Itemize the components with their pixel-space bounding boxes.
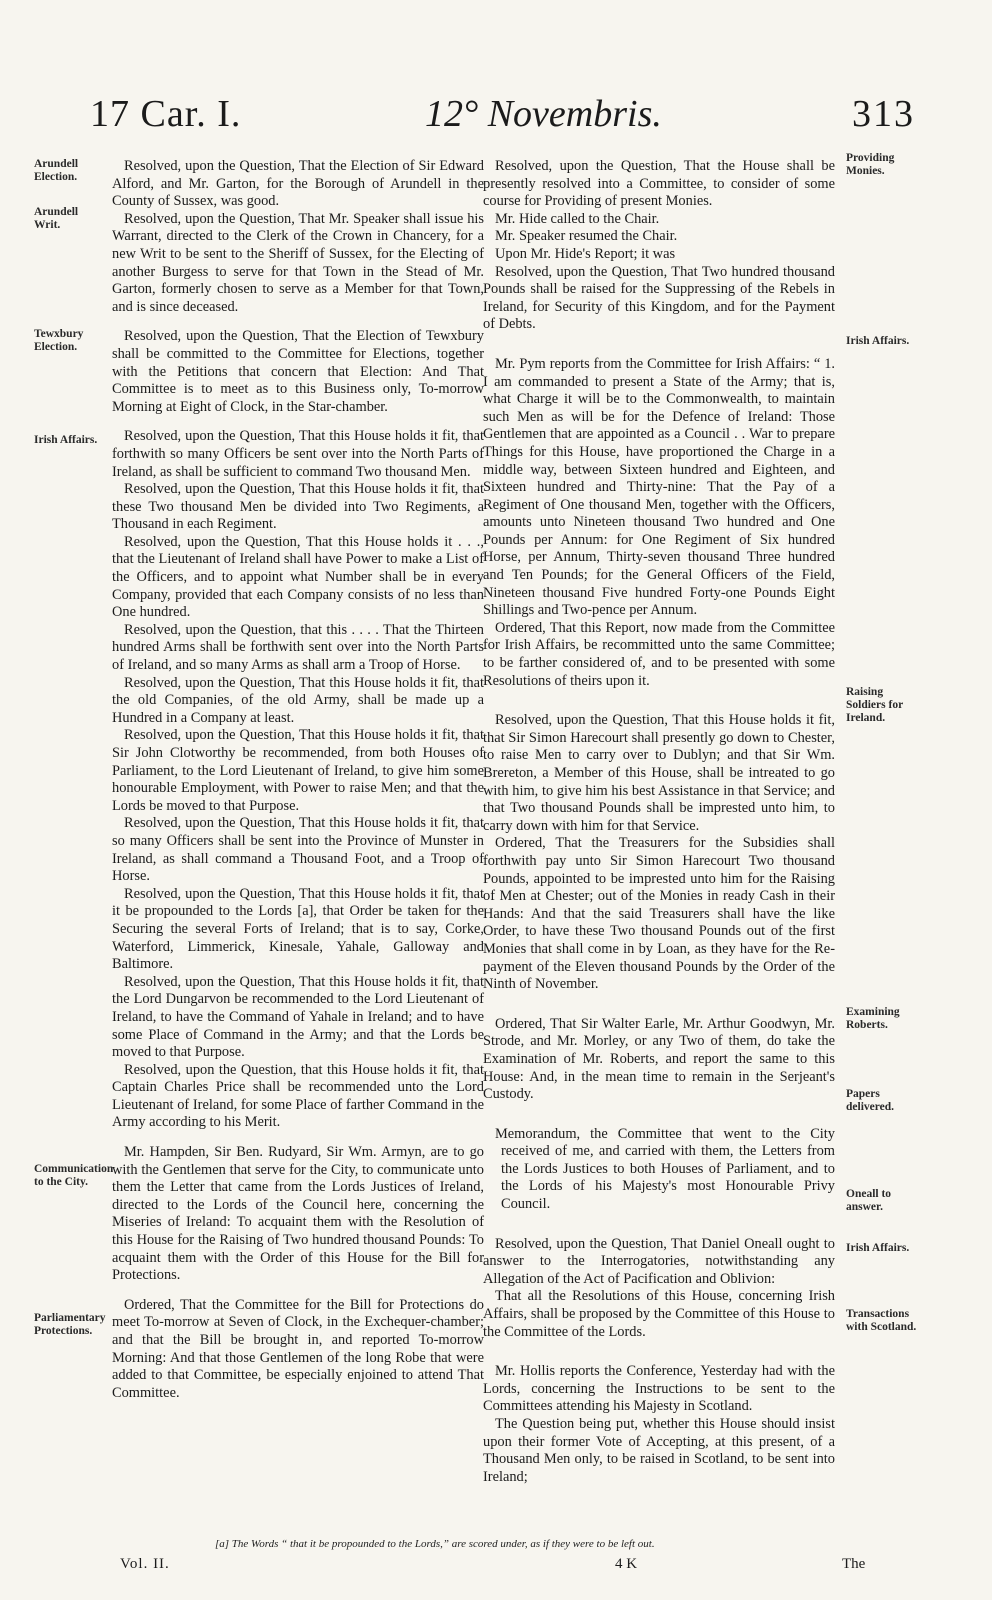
- margin-parliamentary-protections: Parliamentary Protections.: [34, 1312, 106, 1337]
- margin-irish-affairs-2: Irish Affairs.: [846, 1242, 910, 1254]
- page-footer: [0, 1556, 992, 1586]
- margin-raising-soldiers: Raising Soldiers for Ireland.: [846, 686, 903, 724]
- margin-tewxbury-election: Tewxbury Election.: [34, 328, 84, 353]
- paragraph: Resolved, upon the Question, That this House holds it fit, that Sir Simon Harecourt shall presently go down to Chester, to raise Men to carry over to Dublyn; and that Sir Wm. Brereton, a Member of this House, shall be intreated to go with him, to give him his best Assistance in that Service; and that Two thousand Pounds shall be imprested unto him, to carry down with him for that Service.: [483, 712, 835, 834]
- paragraph: Mr. Pym reports from the Committee for Irish Affairs: “ 1. I am commanded to present a State of the Army; that is, what Charge it will be to the Commonwealth, to maintain such Men as will be for the Defence of Ireland: Those Gentlemen that are appointed as a Council . . War to prepare Things for this House, have proportioned the Charge in a middle way, between Sixteen hundred and Eighteen, and Sixteen hundred and Thirty-nine: That the Pay of a Regiment of One thousand Men, together with the Officers, amounts unto Nineteen thousand Two hundred and One Pounds per Annum: for One Regiment of Six hundred Horse, per Annum, Thirty-seven thousand Three hundred and Ten Pounds; for the General Officers of the Field, Nineteen thousand Five hundred Forty-one Pounds Eight Shillings and Two-pence per Annum.: [483, 355, 835, 619]
- margin-irish-affairs-right: Irish Affairs.: [846, 335, 910, 347]
- signature-mark: 4 K: [615, 1556, 638, 1572]
- paragraph: Resolved, upon the Question, That the Election of Tewxbury shall be committed to the Committee for Elections, together with the Petitions that concern that Election: And That Committee is to meet as to this Business only, To-morrow Morning at Eight of Clock, in the Star-chamber.: [112, 328, 484, 415]
- date-heading: 12° Novembris.: [425, 93, 662, 135]
- volume-label: Vol. II.: [120, 1556, 170, 1572]
- margin-communication-city: Communication to the City.: [34, 1163, 114, 1188]
- paragraph: Resolved, upon the Question, That this House holds it fit, that so many Officers shall be sent into the Province of Munster in Ireland, as shall command a Thousand Foot, and a Troop of Horse.: [112, 815, 484, 885]
- paragraph: Resolved, upon the Question, That this House holds it fit, that the Lord Dungarvon be recommended to the Lord Lieutenant of Ireland, to have the Command of Yahale in Ireland; and to have some Place of Command in the Army; and that the Lords be moved to that Purpose.: [112, 973, 484, 1061]
- paragraph: The Question being put, whether this House should insist upon their former Vote of Accepting, at this present, of a Thousand Men only, to be raised in Scotland, to be sent into Ireland;: [483, 1416, 835, 1485]
- paragraph: Ordered, That the Treasurers for the Subsidies shall forthwith pay unto Sir Simon Harecourt Two thousand Pounds, appointed to be imprested unto him for the Raising of Men at Chester; out of the Monies in ready Cash in their Hands: And that the said Treasurers shall have the like Order, to have these Two thousand Pounds out of the first Monies that shall come in by Loan, as they have for the Re-payment of the Eleven thousand Pounds by the Order of the Ninth of November.: [483, 835, 835, 993]
- paragraph: Ordered, That Sir Walter Earle, Mr. Arthur Goodwyn, Mr. Strode, and Mr. Morley, or any Two of them, do take the Examination of Mr. Roberts, and report the same to this House: And, in the mean time to remain in the Serjeant's Custody.: [483, 1015, 835, 1103]
- page-number: 313: [852, 93, 915, 135]
- page-header: [0, 92, 992, 144]
- paragraph: Resolved, upon the Question, That Two hundred thousand Pounds shall be raised for the Suppressing of the Rebels in Ireland, for Security of this Kingdom, and for the Payment of Debts.: [483, 263, 835, 333]
- paragraph: Mr. Speaker resumed the Chair.: [495, 228, 678, 245]
- paragraph: Resolved, upon the Question, That the Election of Sir Edward Alford, and Mr. Garton, for the Borough of Arundell in the County of Sussex, was good.: [112, 158, 484, 210]
- memorandum: Memorandum, the Committee that went to the City received of me, and carried with them, the Letters from the Lords Justices to both Houses of Parliament, and to the Lords of his Majesty's most Honourable Privy Council.: [495, 1125, 835, 1213]
- margin-providing-monies: Providing Monies.: [846, 152, 895, 177]
- margin-arundell-election: Arundell Election.: [34, 158, 79, 183]
- paragraph: Resolved, upon the Question, that this House holds it fit, that Captain Charles Price shall be recommended unto the Lord Lieutenant of Ireland, for some Place of farther Command in the Army according to his Merit.: [112, 1061, 484, 1131]
- margin-transactions-scotland: Transactions with Scotland.: [846, 1308, 917, 1333]
- paragraph: Ordered, That the Committee for the Bill for Protections do meet To-morrow at Seven of Clock, in the Exchequer-chamber; and that the Bill be brought in, and reported To-morrow Morning: And that those Gentlemen of the long Robe that were added to that Committee, be especially enjoined to attend That Committee.: [112, 1296, 484, 1401]
- paragraph: Resolved, upon the Question, That the House shall be presently resolved into a Committee, to consider of some course for Providing of present Monies.: [483, 158, 835, 210]
- margin-examining-roberts: Examining Roberts.: [846, 1006, 900, 1031]
- paragraph: Upon Mr. Hide's Report; it was: [495, 245, 676, 262]
- regnal-year: 17 Car. I.: [90, 93, 242, 135]
- catchword: The: [842, 1556, 866, 1572]
- right-column: [483, 158, 835, 1486]
- margin-oneall-answer: Oneall to answer.: [846, 1188, 892, 1213]
- paragraph: Resolved, upon the Question, That this House holds it . . ., that the Lieutenant of Ireland shall have Power to make a List of the Officers, and to appoint what Number shall be in every Company, provided that each Company consists of no less than One hundred.: [112, 533, 484, 621]
- paragraph: That all the Resolutions of this House, concerning Irish Affairs, shall be proposed by the Committee of this House to the Committee of the Lords.: [483, 1288, 835, 1340]
- margin-irish-affairs: Irish Affairs.: [34, 434, 98, 446]
- margin-papers-delivered: Papers delivered.: [846, 1088, 895, 1113]
- paragraph: Mr. Hide called to the Chair.: [495, 210, 660, 227]
- paragraph: Resolved, upon the Question, That this House holds it fit, that forthwith so many Officers be sent over into the North Parts of Ireland, as shall be sufficient to command Two thousand Men.: [112, 428, 484, 480]
- paragraph: Resolved, upon the Question, that this . . . . That the Thirteen hundred Arms shall be forthwith sent over into the North Parts of Ireland, and so many Arms as shall arm a Troop of Horse.: [112, 621, 484, 674]
- left-column: [112, 158, 484, 1402]
- margin-arundell-writ: Arundell Writ.: [34, 206, 79, 231]
- paragraph: Mr. Hampden, Sir Ben. Rudyard, Sir Wm. Armyn, are to go with the Gentlemen that serve for the City, to communicate unto them the Letter that came from the Lords Justices of Ireland, directed to the Lords of the Council here, concerning the Miseries of Ireland: To acquaint them with the Resolution of this House for the Raising of Two hundred thousand Pounds: To acquaint them with the Order of this House for the Bill for Protections.: [112, 1144, 484, 1284]
- paragraph: Resolved, upon the Question, That this House holds it fit, that it be propounded to the Lords [a], that Order be taken for the Securing the several Forts of Ireland; that is to say, Corke, Waterford, Limmerick, Kinesale, Yahale, Galloway and Baltimore.: [112, 885, 484, 973]
- paragraph: Resolved, upon the Question, That Daniel Oneall ought to answer to the Interrogatories, notwithstanding any Allegation of the Act of Pacification and Oblivion:: [483, 1235, 835, 1287]
- paragraph: Resolved, upon the Question, That Mr. Speaker shall issue his Warrant, directed to the Clerk of the Crown in Chancery, for a new Writ to be sent to the Sheriff of Sussex, for the Electing of another Burgess to serve for that Town in the Stead of Mr. Garton, formerly chosen to serve as a Member for that Town, and is since deceased.: [112, 210, 484, 315]
- footnote: [a] The Words “ that it be propounded to the Lords,” are scored under, as if they were to be left out.: [215, 1538, 655, 1550]
- paragraph: Mr. Hollis reports the Conference, Yesterday had with the Lords, concerning the Instructions to be sent to the Committees attending his Majesty in Scotland.: [483, 1363, 835, 1415]
- paragraph: Resolved, upon the Question, That this House holds it fit, that the old Companies, of the old Army, shall be made up a Hundred in a Company at least.: [112, 674, 484, 726]
- paragraph: Resolved, upon the Question, That this House holds it fit, that Sir John Clotworthy be recommended, from both Houses of Parliament, to the Lord Lieutenant of Ireland, to give him some honourable Employment, with Power to raise Men; and that the Lords be moved to that Purpose.: [112, 727, 484, 814]
- paragraph: Ordered, That this Report, now made from the Committee for Irish Affairs, be recommitted unto the same Committee; to be farther considered of, and to be presented with some Resolutions of theirs upon it.: [483, 619, 835, 689]
- paragraph: Resolved, upon the Question, That this House holds it fit, that these Two thousand Men be divided into Two Regiments, a Thousand in each Regiment.: [112, 481, 484, 533]
